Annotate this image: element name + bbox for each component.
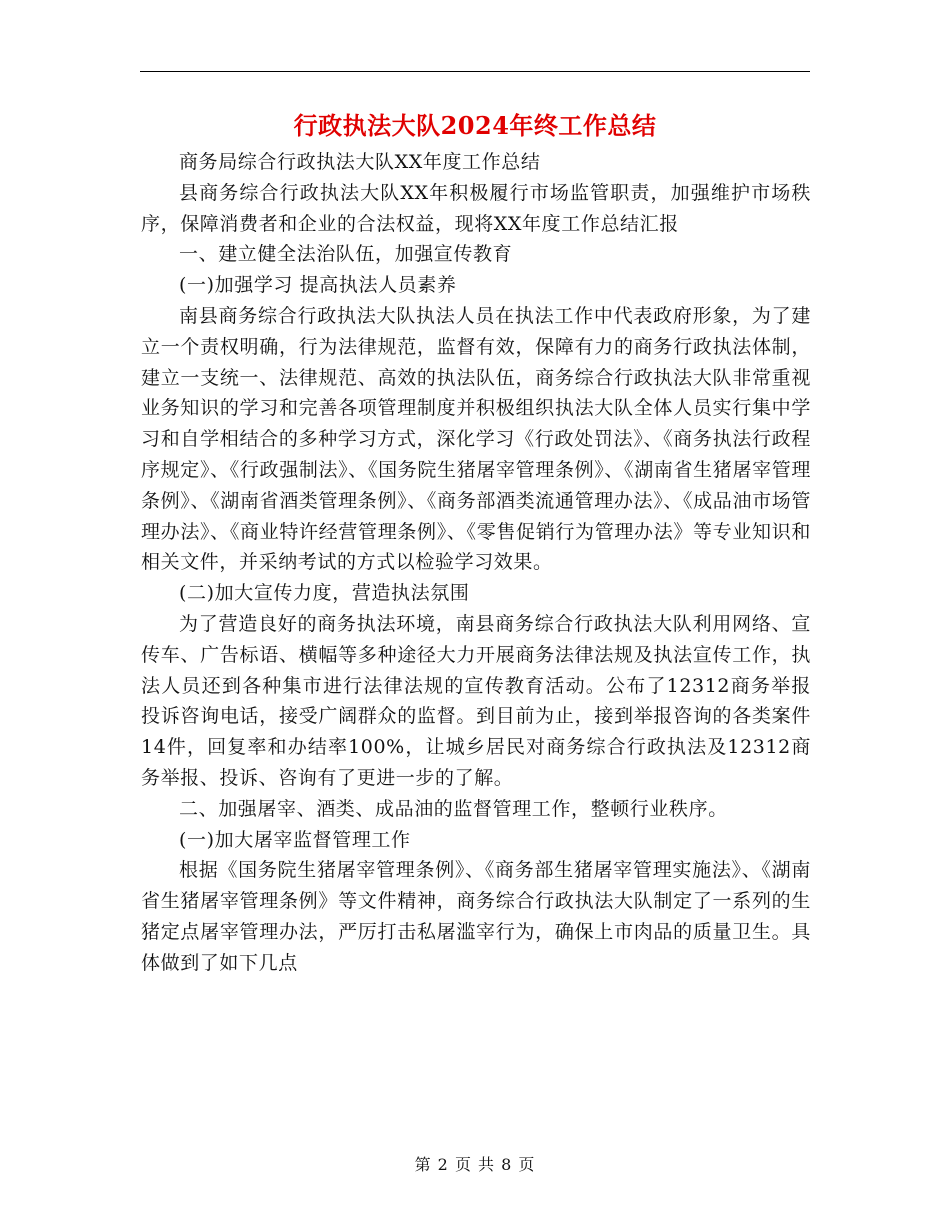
document-title: 行政执法大队2024年终工作总结 [293,111,657,140]
footer-current-page: 2 [437,1155,449,1174]
subsection-heading-2-1: (一)加大屠宰监督管理工作 [179,828,411,851]
footer-prefix: 第 [414,1155,432,1174]
paragraph-study: 南县商务综合行政执法大队执法人员在执法工作中代表政府形象，为了建立一个责权明确，行为法律规范，监督有效，保障有力的商务行政执法体制，建立一支统一、法律规范、高效的执法队伍，商务综合行政执法大队非常重视业务知识的学习和完善各项管理制度并积极组织执法大队全体人员实行集中学习和自学相结合的多种学习方式，深化学习《行政处罚法》、《商务执法行政程序规定》、《行政强制法》、《国务院生猪屠宰管理条例》、《湖南省生猪屠宰管理条例》、《湖南省酒类管理条例》、《商务部酒类流通管理办法》、《成品油市场管理办法》、《商业特许经营管理条例》、《零售促销行为管理办法》等专业知识和相关文件，并采纳考试的方式以检验学习效果。 [141,304,811,574]
paragraph-subtitle: 商务局综合行政执法大队XX年度工作总结 [179,151,541,173]
footer-suffix: 页 [518,1155,536,1174]
footer-middle: 页 共 [454,1155,496,1174]
paragraph-publicity: 为了营造良好的商务执法环境，南县商务综合行政执法大队利用网络、宣传车、广告标语、横幅等多种途径大力开展商务法律法规及执法宣传工作，执法人员还到各种集市进行法律法规的宣传教育活动。公布了12312商务举报投诉咨询电话，接受广阔群众的监督。到目前为止，接到举报咨询的各类案件14件，回复率和办结率100%，让城乡居民对商务综合行政执法及12312商务举报、投诉、咨询有了更进一步的了解。 [141,612,811,789]
footer-total-pages: 8 [501,1155,513,1174]
subsection-heading-1-2: (二)加大宣传力度，营造执法氛围 [179,582,470,605]
paragraph-slaughter: 根据《国务院生猪屠宰管理条例》、《商务部生猪屠宰管理实施法》、《湖南省生猪屠宰管理条例》等文件精神，商务综合行政执法大队制定了一系列的生猪定点屠宰管理办法，严厉打击私屠滥宰行为，确保上市肉品的质量卫生。具体做到了如下几点 [141,859,811,974]
subsection-heading-1-1: (一)加强学习 提高执法人员素养 [179,274,457,297]
section-heading-1: 一、建立健全法治队伍，加强宣传教育 [179,243,513,266]
page-footer [0,1152,950,1175]
document-body [141,147,811,979]
section-heading-2: 二、加强屠宰、酒类、成品油的监督管理工作，整顿行业秩序。 [179,797,728,820]
paragraph-intro: 县商务综合行政执法大队XX年积极履行市场监管职责，加强维护市场秩序，保障消费者和企业的合法权益，现将XX年度工作总结汇报 [141,181,811,235]
header-rule [140,71,810,72]
